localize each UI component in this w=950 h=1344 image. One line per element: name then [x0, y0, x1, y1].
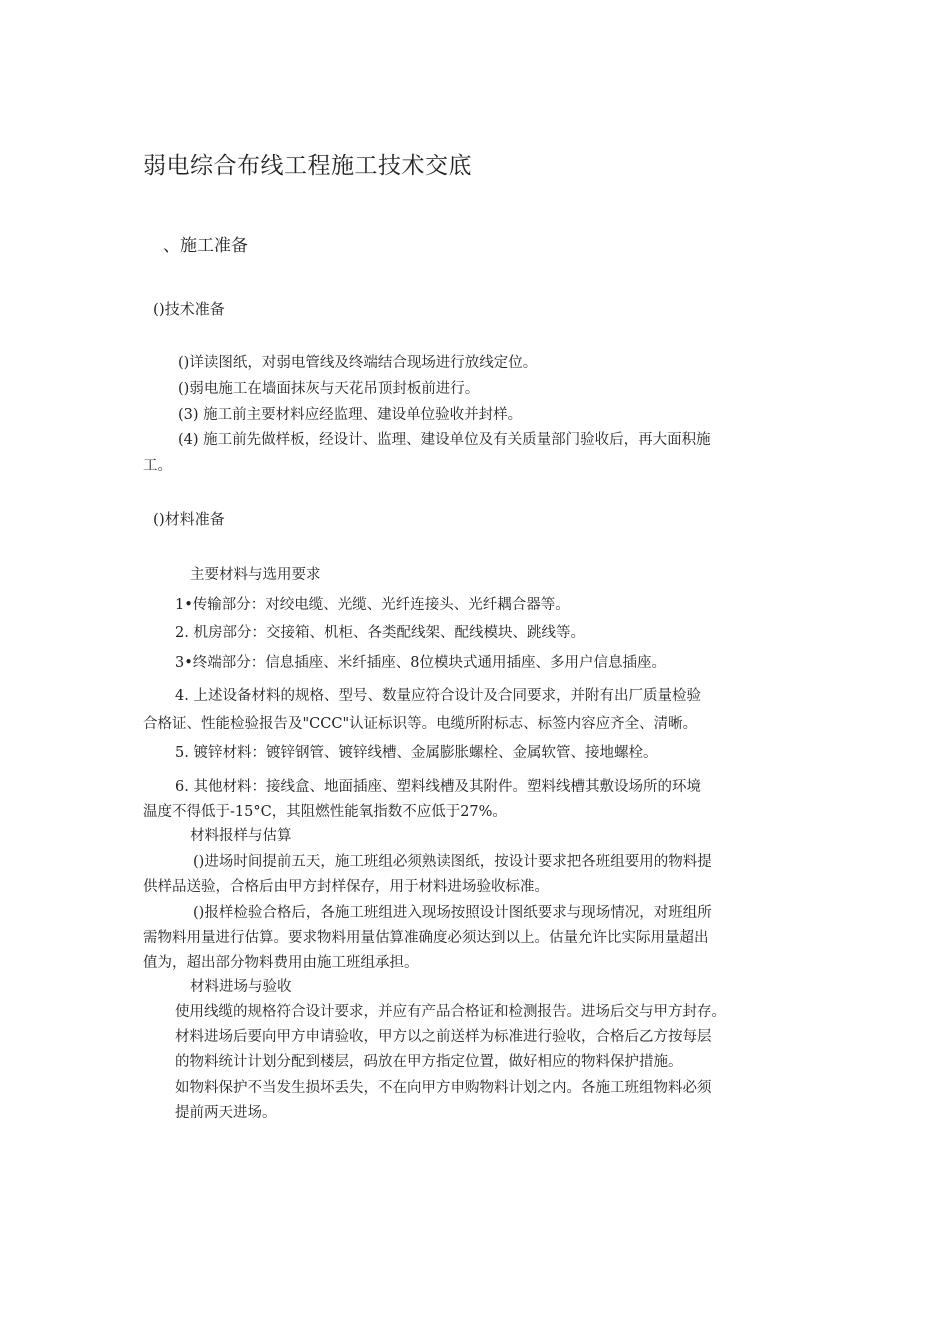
material-line: 3•终端部分：信息插座、米纤插座、8位模块式通用插座、多用户信息插座。	[175, 655, 667, 671]
subsection-heading-material-prep: ()材料准备	[153, 510, 225, 528]
acceptance-line: 的物料统计计划分配到楼层，码放在甲方指定位置，做好相应的物料保护措施。	[175, 1054, 683, 1070]
tech-prep-item: ()详读图纸，对弱电管线及终端结合现场进行放线定位。	[178, 355, 538, 371]
material-line: 1•传输部分：对绞电缆、光缆、光纤连接头、光纤耦合器等。	[175, 597, 570, 613]
tech-prep-item: ()弱电施工在墙面抹灰与天花吊顶封板前进行。	[178, 381, 480, 397]
estimate-line: 需物料用量进行估算。要求物料用量估算准确度必须达到以上。估量允许比实际用量超出	[143, 930, 709, 946]
material-line-continued: 合格证、性能检验报告及"CCC"认证标识等。电缆所附标志、标签内容应齐全、清晰。	[143, 716, 698, 732]
material-subheading: 主要材料与选用要求	[190, 567, 321, 583]
estimate-line: 供样品送验，合格后由甲方封样保存，用于材料进场验收标准。	[143, 879, 549, 895]
tech-prep-item-continued: 工。	[143, 458, 172, 474]
acceptance-line: 材料进场后要向甲方申请验收，甲方以之前送样为标准进行验收，合格后乙方按每层	[175, 1029, 712, 1045]
tech-prep-item: (3) 施工前主要材料应经监理、建设单位验收并封样。	[178, 407, 523, 423]
tech-prep-item: (4) 施工前先做样板，经设计、监理、建设单位及有关质量部门验收后，再大面积施	[178, 432, 711, 448]
material-line: 6. 其他材料：接线盒、地面插座、塑料线槽及其附件。塑料线槽其敷设场所的环境	[175, 779, 701, 795]
estimate-line: 值为，超出部分物料费用由施工班组承担。	[143, 955, 419, 971]
acceptance-line: 使用线缆的规格符合设计要求，并应有产品合格证和检测报告。进场后交与甲方封存。	[175, 1004, 726, 1020]
section-heading-construction-prep: 、施工准备	[163, 236, 248, 256]
acceptance-line: 提前两天进场。	[175, 1105, 277, 1121]
subsection-heading-tech-prep: ()技术准备	[153, 300, 225, 318]
material-line: 5. 镀锌材料：镀锌钢管、镀锌线槽、金属膨胀螺栓、金属软管、接地螺栓。	[175, 745, 658, 761]
material-line: 2. 机房部分：交接箱、机柜、各类配线架、配线模块、跳线等。	[175, 625, 585, 641]
material-line: 4. 上述设备材料的规格、型号、数量应符合设计及合同要求，并附有出厂质量检验	[175, 688, 701, 704]
estimate-line: ()进场时间提前五天，施工班组必须熟读图纸，按设计要求把各班组要用的物料提	[193, 854, 712, 870]
acceptance-line: 如物料保护不当发生损坏丢失，不在向甲方申购物料计划之内。各施工班组物料必须	[175, 1080, 712, 1096]
material-line-continued: 温度不得低于-15°C，其阻燃性能氧指数不应低于27%。	[143, 804, 507, 820]
acceptance-heading: 材料进场与验收	[190, 979, 292, 995]
estimate-line: ()报样检验合格后，各施工班组进入现场按照设计图纸要求与现场情况，对班组所	[193, 905, 712, 921]
estimate-heading: 材料报样与估算	[190, 828, 292, 844]
document-title: 弱电综合布线工程施工技术交底	[143, 153, 472, 179]
